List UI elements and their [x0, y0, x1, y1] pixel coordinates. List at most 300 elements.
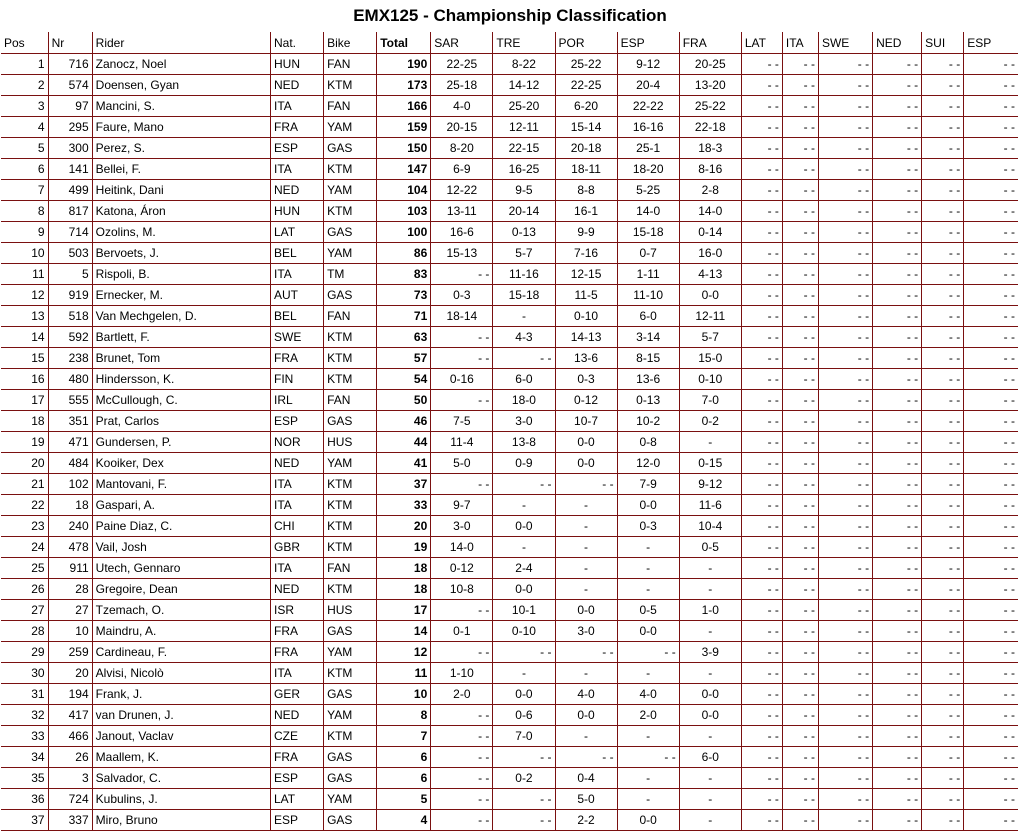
race-result-cell: - -	[922, 684, 964, 705]
race-result-cell: - -	[922, 411, 964, 432]
table-row	[1, 474, 1018, 495]
bike-cell: GAS	[324, 285, 377, 306]
race-result-cell: - -	[782, 705, 818, 726]
table-row	[1, 96, 1018, 117]
race-result-cell: - -	[964, 747, 1018, 768]
total-points-cell: 103	[377, 201, 431, 222]
race-result-cell: - -	[873, 411, 922, 432]
race-result-cell: - -	[741, 726, 782, 747]
race-result-cell: - -	[873, 495, 922, 516]
race-result-cell: 25-1	[617, 138, 679, 159]
position-cell: 15	[1, 348, 48, 369]
race-result-cell: 5-0	[431, 453, 493, 474]
total-points-cell: 17	[377, 600, 431, 621]
rider-number-cell: 716	[48, 54, 92, 75]
race-result-cell: - -	[922, 264, 964, 285]
race-result-cell: 12-0	[617, 453, 679, 474]
race-result-cell: 18-20	[617, 159, 679, 180]
rider-name-cell: Ernecker, M.	[92, 285, 270, 306]
race-result-cell: - -	[922, 117, 964, 138]
race-result-cell: -	[555, 558, 617, 579]
table-row	[1, 453, 1018, 474]
position-cell: 13	[1, 306, 48, 327]
race-result-cell: - -	[782, 747, 818, 768]
race-result-cell: - -	[922, 495, 964, 516]
race-result-cell: - -	[964, 348, 1018, 369]
race-result-cell: -	[617, 537, 679, 558]
race-result-cell: -	[617, 768, 679, 789]
race-result-cell: - -	[555, 642, 617, 663]
bike-cell: YAM	[324, 180, 377, 201]
position-cell: 17	[1, 390, 48, 411]
total-points-cell: 147	[377, 159, 431, 180]
race-result-cell: 4-0	[617, 684, 679, 705]
race-result-cell: -	[679, 621, 741, 642]
column-header-ned: NED	[873, 32, 922, 54]
nationality-cell: AUT	[271, 285, 324, 306]
rider-name-cell: Rispoli, B.	[92, 264, 270, 285]
race-result-cell: - -	[431, 390, 493, 411]
race-result-cell: - -	[493, 747, 555, 768]
column-header-pos: Pos	[1, 32, 48, 54]
race-result-cell: - -	[873, 432, 922, 453]
race-result-cell: 0-16	[431, 369, 493, 390]
race-result-cell: 18-14	[431, 306, 493, 327]
race-result-cell: - -	[782, 138, 818, 159]
total-points-cell: 18	[377, 558, 431, 579]
rider-number-cell: 141	[48, 159, 92, 180]
race-result-cell: - -	[818, 222, 872, 243]
position-cell: 7	[1, 180, 48, 201]
table-row	[1, 789, 1018, 810]
rider-number-cell: 478	[48, 537, 92, 558]
classification-table	[1, 32, 1018, 831]
race-result-cell: - -	[431, 768, 493, 789]
position-cell: 37	[1, 810, 48, 831]
table-row	[1, 54, 1018, 75]
rider-number-cell: 10	[48, 621, 92, 642]
race-result-cell: 0-15	[679, 453, 741, 474]
column-header-sui: SUI	[922, 32, 964, 54]
position-cell: 29	[1, 642, 48, 663]
race-result-cell: - -	[818, 684, 872, 705]
race-result-cell: 0-13	[617, 390, 679, 411]
race-result-cell: 0-12	[555, 390, 617, 411]
position-cell: 10	[1, 243, 48, 264]
race-result-cell: - -	[818, 369, 872, 390]
race-result-cell: 13-20	[679, 75, 741, 96]
race-result-cell: - -	[873, 537, 922, 558]
race-result-cell: -	[493, 306, 555, 327]
race-result-cell: 0-7	[617, 243, 679, 264]
race-result-cell: 0-3	[431, 285, 493, 306]
table-row	[1, 75, 1018, 96]
race-result-cell: - -	[873, 684, 922, 705]
bike-cell: TM	[324, 264, 377, 285]
race-result-cell: 14-0	[679, 201, 741, 222]
race-result-cell: 0-4	[555, 768, 617, 789]
position-cell: 4	[1, 117, 48, 138]
race-result-cell: - -	[922, 327, 964, 348]
position-cell: 12	[1, 285, 48, 306]
race-result-cell: - -	[782, 96, 818, 117]
bike-cell: YAM	[324, 642, 377, 663]
position-cell: 33	[1, 726, 48, 747]
position-cell: 5	[1, 138, 48, 159]
table-row	[1, 117, 1018, 138]
race-result-cell: - -	[782, 768, 818, 789]
race-result-cell: - -	[782, 621, 818, 642]
race-result-cell: 0-10	[679, 369, 741, 390]
rider-name-cell: Cardineau, F.	[92, 642, 270, 663]
race-result-cell: - -	[493, 810, 555, 831]
race-result-cell: - -	[741, 663, 782, 684]
table-row	[1, 327, 1018, 348]
total-points-cell: 73	[377, 285, 431, 306]
race-result-cell: 0-0	[617, 495, 679, 516]
race-result-cell: - -	[873, 558, 922, 579]
position-cell: 14	[1, 327, 48, 348]
race-result-cell: - -	[741, 474, 782, 495]
race-result-cell: - -	[964, 264, 1018, 285]
race-result-cell: - -	[818, 537, 872, 558]
race-result-cell: 7-5	[431, 411, 493, 432]
race-result-cell: -	[493, 663, 555, 684]
race-result-cell: - -	[922, 369, 964, 390]
race-result-cell: -	[679, 579, 741, 600]
race-result-cell: - -	[741, 327, 782, 348]
race-result-cell: 0-0	[493, 684, 555, 705]
race-result-cell: - -	[964, 642, 1018, 663]
race-result-cell: - -	[964, 327, 1018, 348]
race-result-cell: - -	[964, 558, 1018, 579]
race-result-cell: - -	[922, 180, 964, 201]
rider-number-cell: 102	[48, 474, 92, 495]
nationality-cell: FRA	[271, 747, 324, 768]
race-result-cell: 13-11	[431, 201, 493, 222]
race-result-cell: 15-14	[555, 117, 617, 138]
race-result-cell: - -	[922, 537, 964, 558]
race-result-cell: -	[617, 663, 679, 684]
race-result-cell: 9-7	[431, 495, 493, 516]
bike-cell: YAM	[324, 243, 377, 264]
race-result-cell: 6-0	[493, 369, 555, 390]
race-result-cell: 16-25	[493, 159, 555, 180]
table-row	[1, 432, 1018, 453]
nationality-cell: HUN	[271, 201, 324, 222]
race-result-cell: - -	[782, 726, 818, 747]
position-cell: 34	[1, 747, 48, 768]
race-result-cell: - -	[431, 264, 493, 285]
race-result-cell: - -	[431, 327, 493, 348]
race-result-cell: - -	[782, 306, 818, 327]
race-result-cell: - -	[782, 285, 818, 306]
race-result-cell: 0-0	[555, 705, 617, 726]
race-result-cell: - -	[818, 726, 872, 747]
total-points-cell: 190	[377, 54, 431, 75]
race-result-cell: 3-9	[679, 642, 741, 663]
race-result-cell: 0-2	[679, 411, 741, 432]
position-cell: 28	[1, 621, 48, 642]
race-result-cell: - -	[818, 285, 872, 306]
race-result-cell: 12-15	[555, 264, 617, 285]
race-result-cell: - -	[873, 369, 922, 390]
race-result-cell: - -	[782, 348, 818, 369]
race-result-cell: 22-15	[493, 138, 555, 159]
total-points-cell: 5	[377, 789, 431, 810]
race-result-cell: 14-0	[617, 201, 679, 222]
race-result-cell: - -	[818, 117, 872, 138]
race-result-cell: 5-7	[679, 327, 741, 348]
table-row	[1, 642, 1018, 663]
total-points-cell: 54	[377, 369, 431, 390]
race-result-cell: 8-22	[493, 54, 555, 75]
race-result-cell: 12-11	[679, 306, 741, 327]
nationality-cell: NED	[271, 453, 324, 474]
race-result-cell: - -	[873, 285, 922, 306]
column-header-lat: LAT	[741, 32, 782, 54]
race-result-cell: - -	[964, 579, 1018, 600]
race-result-cell: 8-16	[679, 159, 741, 180]
race-result-cell: - -	[818, 642, 872, 663]
race-result-cell: - -	[431, 747, 493, 768]
race-result-cell: - -	[818, 789, 872, 810]
race-result-cell: 8-15	[617, 348, 679, 369]
total-points-cell: 166	[377, 96, 431, 117]
race-result-cell: - -	[818, 264, 872, 285]
race-result-cell: 7-0	[493, 726, 555, 747]
race-result-cell: - -	[818, 558, 872, 579]
race-result-cell: 5-7	[493, 243, 555, 264]
table-row	[1, 306, 1018, 327]
race-result-cell: - -	[922, 138, 964, 159]
nationality-cell: ITA	[271, 96, 324, 117]
race-result-cell: - -	[741, 558, 782, 579]
total-points-cell: 83	[377, 264, 431, 285]
rider-name-cell: Janout, Vaclav	[92, 726, 270, 747]
rider-number-cell: 97	[48, 96, 92, 117]
race-result-cell: 0-9	[493, 453, 555, 474]
race-result-cell: 6-0	[679, 747, 741, 768]
race-result-cell: - -	[922, 75, 964, 96]
rider-name-cell: Miro, Bruno	[92, 810, 270, 831]
total-points-cell: 104	[377, 180, 431, 201]
nationality-cell: NOR	[271, 432, 324, 453]
rider-number-cell: 28	[48, 579, 92, 600]
race-result-cell: -	[617, 726, 679, 747]
race-result-cell: - -	[782, 516, 818, 537]
position-cell: 27	[1, 600, 48, 621]
nationality-cell: FRA	[271, 348, 324, 369]
race-result-cell: - -	[964, 810, 1018, 831]
nationality-cell: ESP	[271, 411, 324, 432]
nationality-cell: ISR	[271, 600, 324, 621]
position-cell: 18	[1, 411, 48, 432]
race-result-cell: - -	[782, 537, 818, 558]
race-result-cell: - -	[964, 159, 1018, 180]
rider-number-cell: 574	[48, 75, 92, 96]
race-result-cell: 0-0	[617, 621, 679, 642]
race-result-cell: - -	[873, 579, 922, 600]
rider-number-cell: 3	[48, 768, 92, 789]
race-result-cell: - -	[782, 810, 818, 831]
race-result-cell: - -	[818, 411, 872, 432]
race-result-cell: 6-20	[555, 96, 617, 117]
race-result-cell: 10-2	[617, 411, 679, 432]
rider-number-cell: 714	[48, 222, 92, 243]
race-result-cell: - -	[873, 390, 922, 411]
race-result-cell: - -	[741, 768, 782, 789]
rider-number-cell: 480	[48, 369, 92, 390]
race-result-cell: - -	[922, 558, 964, 579]
race-result-cell: - -	[818, 138, 872, 159]
rider-name-cell: Mancini, S.	[92, 96, 270, 117]
total-points-cell: 6	[377, 747, 431, 768]
race-result-cell: - -	[922, 600, 964, 621]
race-result-cell: 10-7	[555, 411, 617, 432]
race-result-cell: 2-0	[617, 705, 679, 726]
race-result-cell: 0-0	[555, 453, 617, 474]
race-result-cell: 16-0	[679, 243, 741, 264]
race-result-cell: 11-6	[679, 495, 741, 516]
race-result-cell: 0-0	[617, 810, 679, 831]
race-result-cell: - -	[922, 54, 964, 75]
race-result-cell: - -	[818, 579, 872, 600]
race-result-cell: - -	[741, 54, 782, 75]
rider-name-cell: Ozolins, M.	[92, 222, 270, 243]
race-result-cell: - -	[782, 684, 818, 705]
race-result-cell: -	[555, 516, 617, 537]
race-result-cell: - -	[818, 768, 872, 789]
race-result-cell: 0-1	[431, 621, 493, 642]
race-result-cell: - -	[873, 705, 922, 726]
rider-number-cell: 259	[48, 642, 92, 663]
position-cell: 11	[1, 264, 48, 285]
table-row	[1, 516, 1018, 537]
race-result-cell: - -	[873, 117, 922, 138]
race-result-cell: 1-0	[679, 600, 741, 621]
race-result-cell: - -	[964, 495, 1018, 516]
race-result-cell: - -	[493, 348, 555, 369]
race-result-cell: 5-25	[617, 180, 679, 201]
race-result-cell: -	[555, 495, 617, 516]
race-result-cell: 0-0	[555, 600, 617, 621]
bike-cell: KTM	[324, 516, 377, 537]
rider-name-cell: van Drunen, J.	[92, 705, 270, 726]
column-header-fra: FRA	[679, 32, 741, 54]
race-result-cell: - -	[431, 348, 493, 369]
race-result-cell: - -	[741, 201, 782, 222]
race-result-cell: -	[679, 432, 741, 453]
race-result-cell: 3-0	[431, 516, 493, 537]
race-result-cell: 25-22	[679, 96, 741, 117]
race-result-cell: 15-0	[679, 348, 741, 369]
race-result-cell: 16-1	[555, 201, 617, 222]
race-result-cell: - -	[873, 180, 922, 201]
nationality-cell: GER	[271, 684, 324, 705]
race-result-cell: - -	[964, 180, 1018, 201]
nationality-cell: FRA	[271, 621, 324, 642]
nationality-cell: ESP	[271, 768, 324, 789]
race-result-cell: 0-6	[493, 705, 555, 726]
race-result-cell: - -	[964, 453, 1018, 474]
race-result-cell: - -	[964, 684, 1018, 705]
race-result-cell: 20-18	[555, 138, 617, 159]
race-result-cell: - -	[922, 201, 964, 222]
race-result-cell: - -	[782, 432, 818, 453]
table-body	[1, 54, 1018, 831]
table-row	[1, 159, 1018, 180]
race-result-cell: 7-0	[679, 390, 741, 411]
race-result-cell: - -	[741, 810, 782, 831]
bike-cell: YAM	[324, 705, 377, 726]
race-result-cell: 9-9	[555, 222, 617, 243]
bike-cell: FAN	[324, 558, 377, 579]
column-header-sar: SAR	[431, 32, 493, 54]
race-result-cell: 18-0	[493, 390, 555, 411]
race-result-cell: 15-13	[431, 243, 493, 264]
nationality-cell: FRA	[271, 117, 324, 138]
nationality-cell: SWE	[271, 327, 324, 348]
race-result-cell: - -	[873, 663, 922, 684]
bike-cell: KTM	[324, 75, 377, 96]
race-result-cell: - -	[873, 747, 922, 768]
race-result-cell: - -	[873, 516, 922, 537]
race-result-cell: - -	[922, 621, 964, 642]
race-result-cell: 20-15	[431, 117, 493, 138]
race-result-cell: 14-13	[555, 327, 617, 348]
race-result-cell: - -	[741, 495, 782, 516]
rider-name-cell: Hindersson, K.	[92, 369, 270, 390]
race-result-cell: - -	[782, 411, 818, 432]
rider-name-cell: Kubulins, J.	[92, 789, 270, 810]
race-result-cell: 7-16	[555, 243, 617, 264]
rider-name-cell: Utech, Gennaro	[92, 558, 270, 579]
total-points-cell: 4	[377, 810, 431, 831]
race-result-cell: - -	[873, 810, 922, 831]
nationality-cell: ITA	[271, 663, 324, 684]
table-row	[1, 579, 1018, 600]
race-result-cell: - -	[818, 96, 872, 117]
race-result-cell: -	[679, 768, 741, 789]
race-result-cell: - -	[741, 453, 782, 474]
total-points-cell: 100	[377, 222, 431, 243]
race-result-cell: - -	[818, 75, 872, 96]
rider-number-cell: 817	[48, 201, 92, 222]
race-result-cell: - -	[818, 201, 872, 222]
race-result-cell: - -	[873, 159, 922, 180]
rider-name-cell: Gundersen, P.	[92, 432, 270, 453]
race-result-cell: - -	[964, 411, 1018, 432]
race-result-cell: - -	[431, 705, 493, 726]
total-points-cell: 14	[377, 621, 431, 642]
race-result-cell: - -	[964, 621, 1018, 642]
total-points-cell: 46	[377, 411, 431, 432]
rider-name-cell: Alvisi, Nicolò	[92, 663, 270, 684]
race-result-cell: - -	[782, 75, 818, 96]
rider-name-cell: Paine Diaz, C.	[92, 516, 270, 537]
position-cell: 21	[1, 474, 48, 495]
race-result-cell: 9-5	[493, 180, 555, 201]
race-result-cell: - -	[741, 96, 782, 117]
race-result-cell: - -	[964, 705, 1018, 726]
total-points-cell: 50	[377, 390, 431, 411]
race-result-cell: 22-25	[431, 54, 493, 75]
race-result-cell: - -	[741, 117, 782, 138]
nationality-cell: ITA	[271, 495, 324, 516]
race-result-cell: - -	[818, 474, 872, 495]
rider-number-cell: 351	[48, 411, 92, 432]
